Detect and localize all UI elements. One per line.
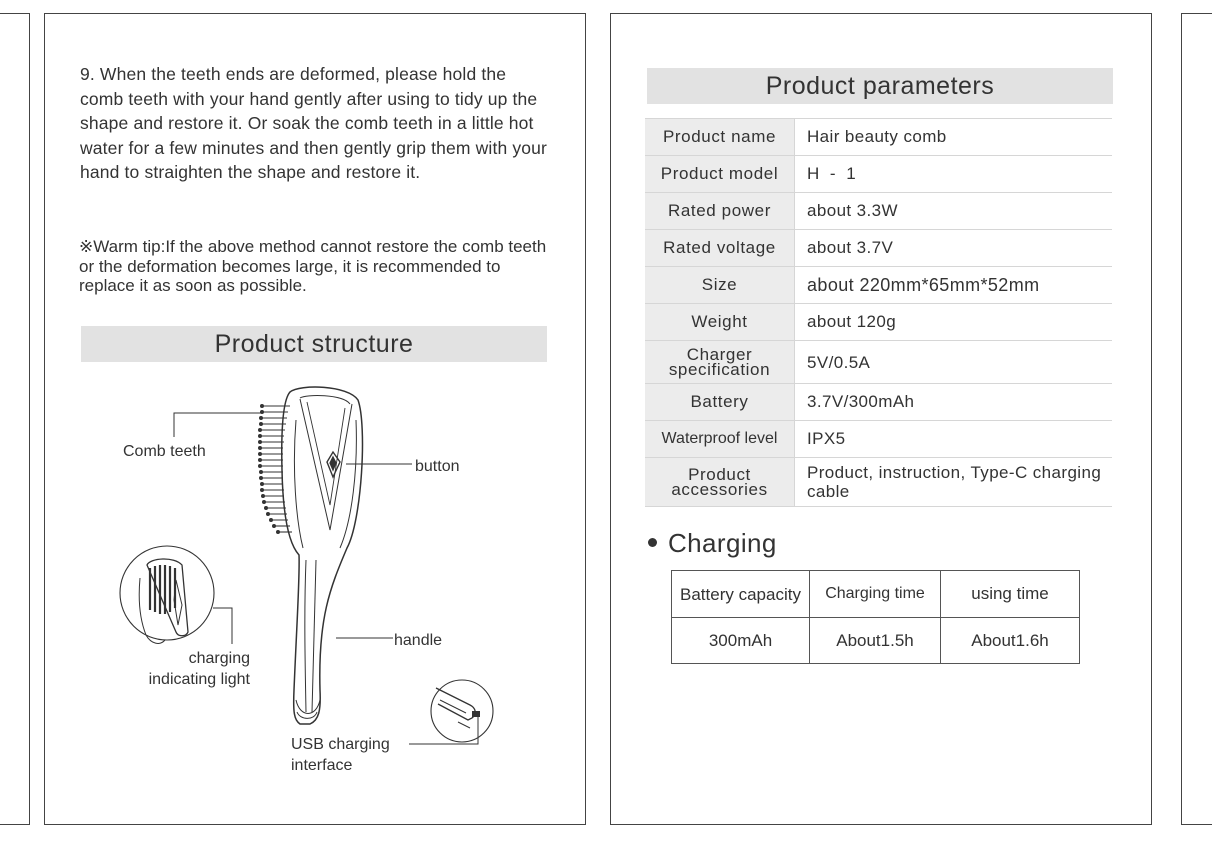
label-handle: handle [394,632,443,649]
warm-tip: ※Warm tip:If the above method cannot restore the comb teeth or the deformation becomes large, it is recommended to replace it as soon as possible. [79,237,547,295]
label-charging-indicating-light: charging indicating light [148,650,250,688]
charging-value-cell: About1.5h [810,618,941,664]
param-key: Size [645,267,795,304]
product-parameters-heading: Product parameters [647,68,1113,104]
param-value: 3.7V/300mAh [795,384,1113,421]
param-value: about 220mm*65mm*52mm [795,267,1113,304]
param-row [645,119,1112,156]
param-value: H - 1 [795,156,1113,193]
param-key: Rated voltage [645,230,795,267]
param-key: Weight [645,304,795,341]
param-row [645,421,1112,458]
param-row [645,458,1112,507]
param-key: Waterproof level [645,421,795,458]
charging-header-row [672,571,1080,618]
param-value: about 120g [795,304,1113,341]
param-value: about 3.7V [795,230,1113,267]
label-button: button [415,458,460,475]
param-key: Battery [645,384,795,421]
param-row [645,267,1112,304]
charging-title-text: Charging [668,528,777,558]
param-value: Product, instruction, Type-C charging cable [795,458,1113,507]
param-key: Rated power [645,193,795,230]
charging-value-cell: About1.6h [941,618,1080,664]
param-row [645,193,1112,230]
param-key: Charger specification [645,341,795,384]
param-row [645,341,1112,384]
param-row [645,304,1112,341]
param-value: IPX5 [795,421,1113,458]
param-row [645,230,1112,267]
maintenance-instruction-9: 9. When the teeth ends are deformed, please hold the comb teeth with your hand gently after using to tidy up the shape and restore it. Or soak the comb teeth in a little hot water for a few minutes and then gently grip them with your hand to straighten the shape and restore it. [80,64,547,182]
param-value: about 3.3W [795,193,1113,230]
param-row [645,384,1112,421]
product-parameters-table [645,118,1112,507]
bullet-icon [648,538,657,547]
charging-table [671,570,1080,664]
label-usb-charging-interface: USB charging interface [291,736,390,774]
charging-heading [648,528,777,559]
param-key: Product name [645,119,795,156]
charging-value-row [672,618,1080,664]
charging-header-cell: Charging time [810,571,941,618]
param-value: Hair beauty comb [795,119,1113,156]
page-frame-right [1181,13,1212,825]
charging-header-cell: using time [941,571,1080,618]
param-key: Product accessories [645,458,795,507]
label-comb-teeth: Comb teeth [123,443,206,460]
charging-header-cell: Battery capacity [672,571,810,618]
charging-value-cell: 300mAh [672,618,810,664]
param-value: 5V/0.5A [795,341,1113,384]
param-key: Product model [645,156,795,193]
page-frame-left [0,13,30,825]
product-structure-heading: Product structure [81,326,547,362]
param-row [645,156,1112,193]
